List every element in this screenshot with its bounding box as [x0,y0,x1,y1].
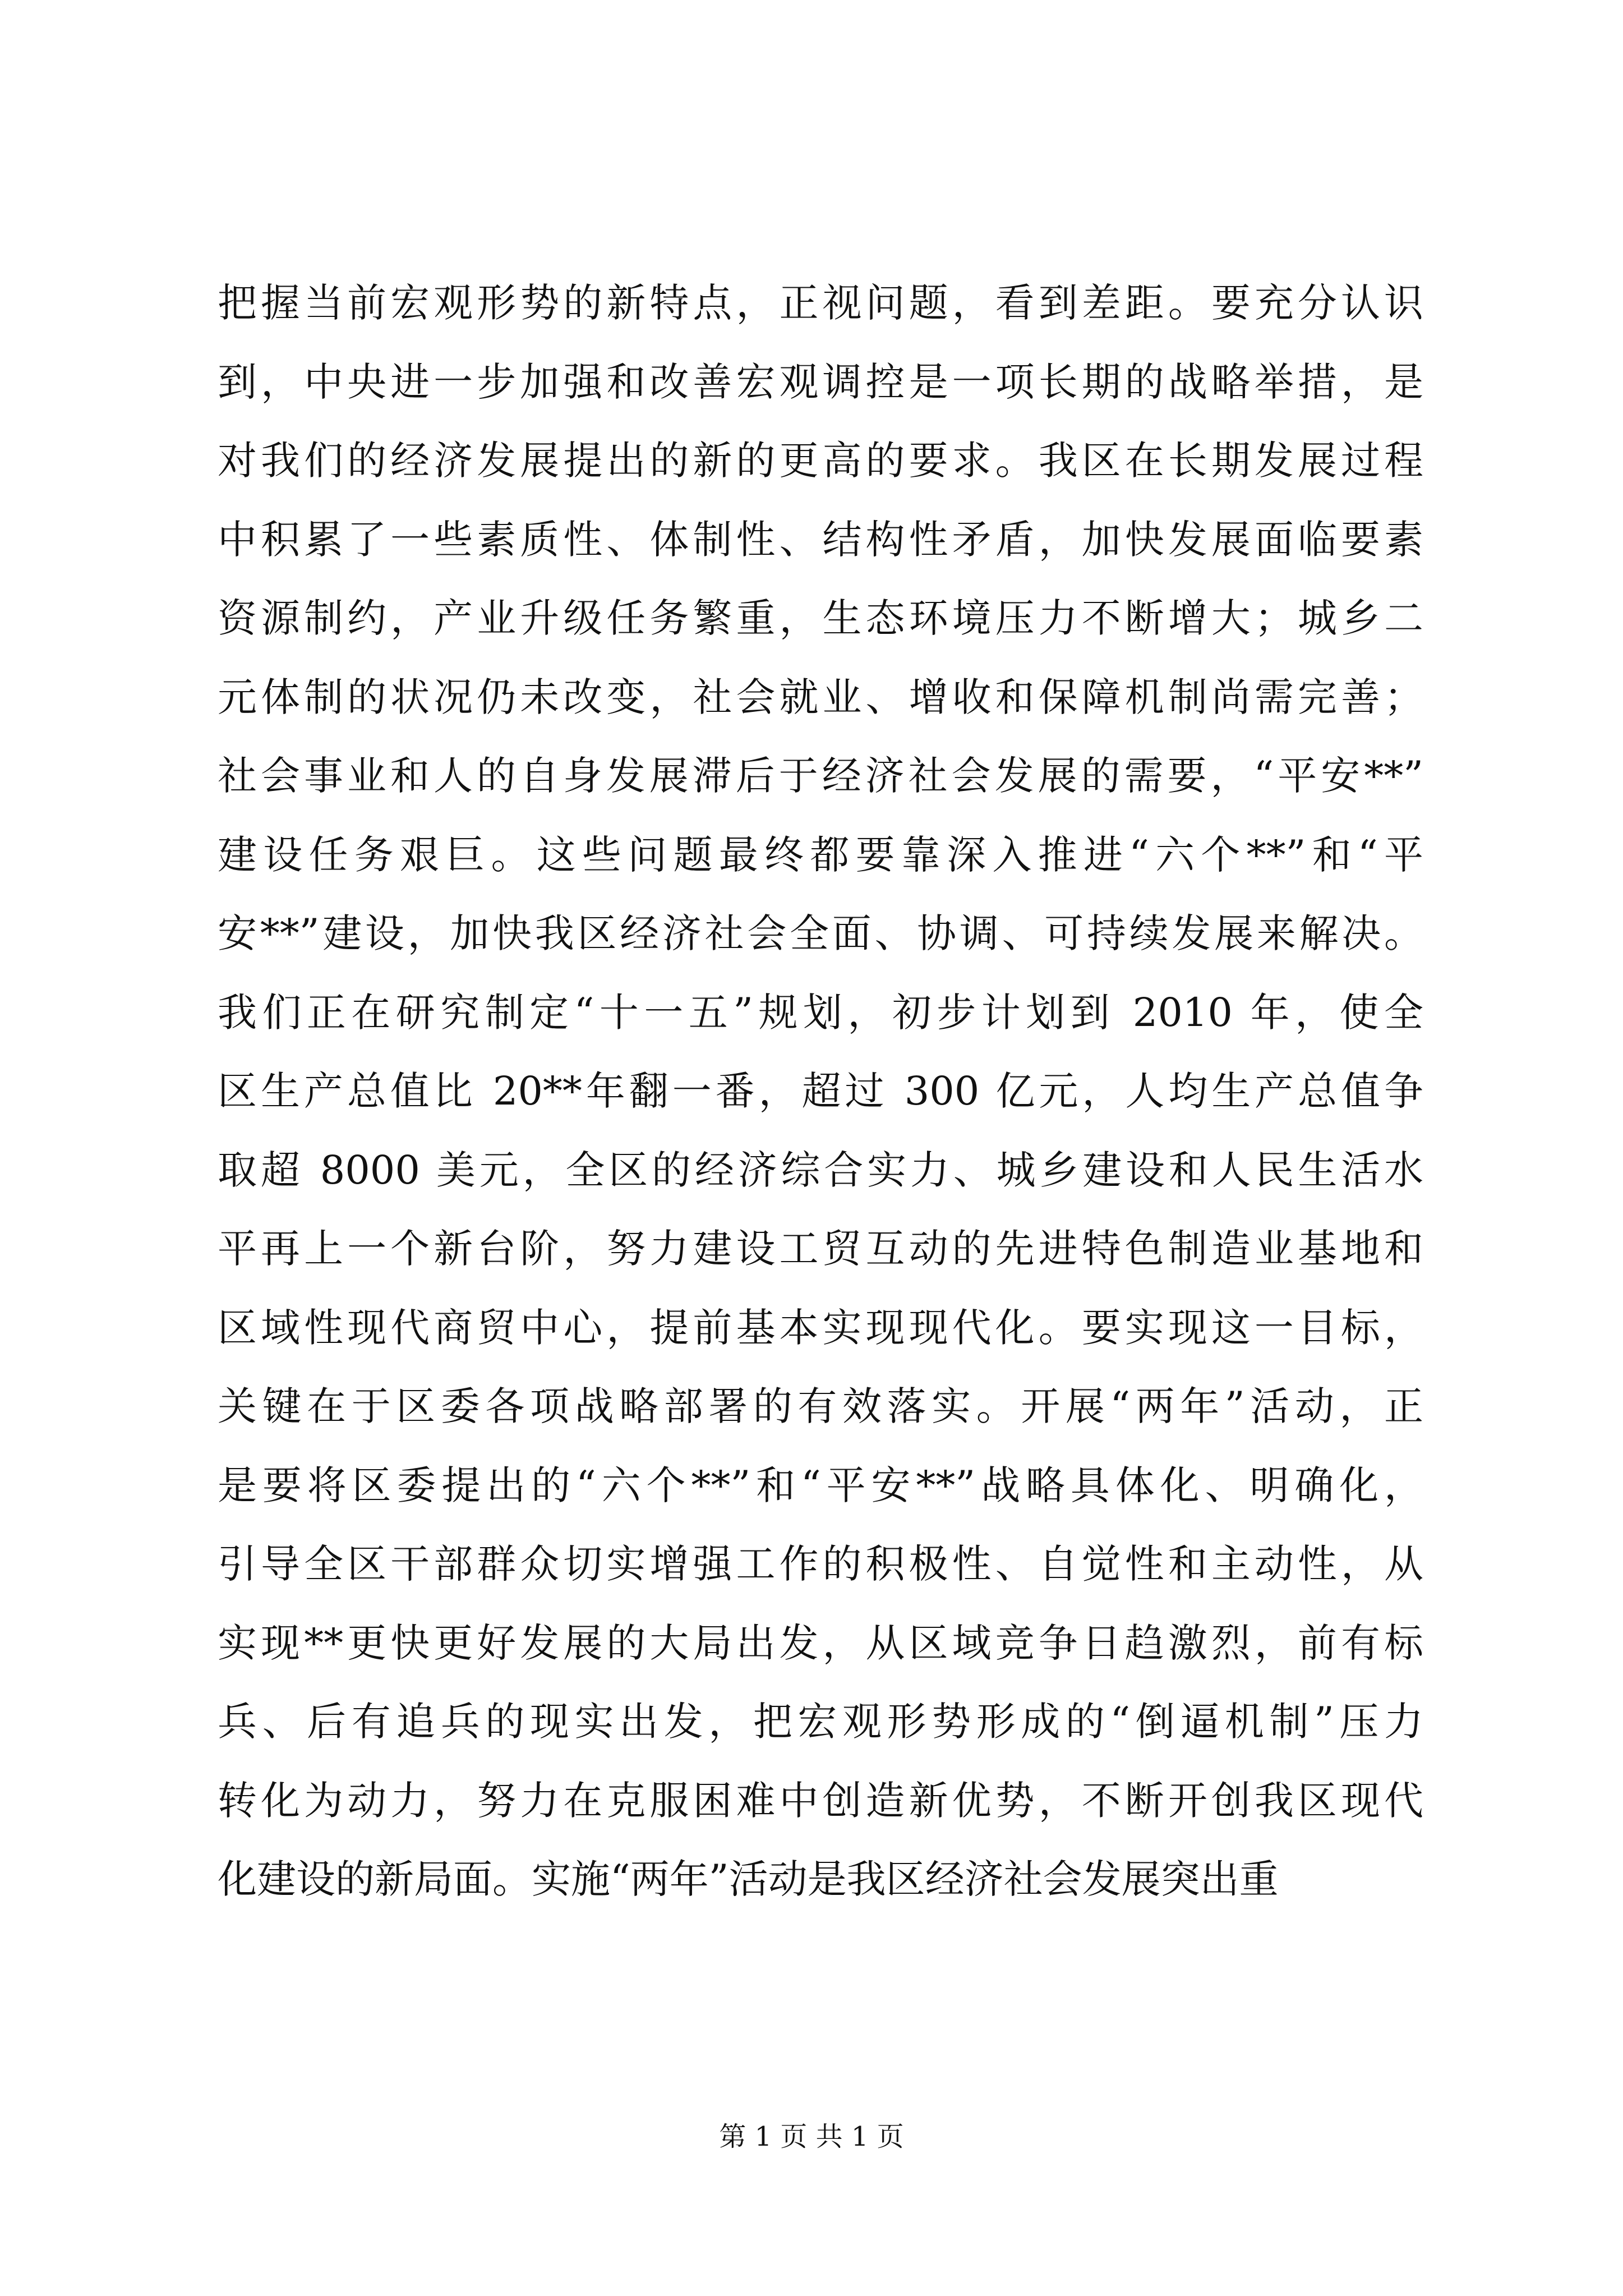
text-line: 中积累了一些素质性、体制性、结构性矛盾，加快发展面临要素 [218,516,1423,563]
text-line: 区生产总值比 20**年翻一番，超过 300 亿元，人均生产总值争 [218,1068,1423,1114]
text-line: 引导全区干部群众切实增强工作的积极性、自觉性和主动性，从 [218,1541,1423,1587]
text-line: 到，中央进一步加强和改善宏观调控是一项长期的战略举措，是 [218,358,1423,405]
text-line: 建设任务艰巨。这些问题最终都要靠深入推进“六个**”和“平 [218,831,1423,878]
text-line: 社会事业和人的自身发展滞后于经济社会发展的需要，“平安**” [218,753,1423,799]
body-text [218,264,1423,1919]
text-line: 取超 8000 美元，全区的经济综合实力、城乡建设和人民生活水 [218,1147,1423,1193]
text-line: 平再上一个新台阶，努力建设工贸互动的先进特色制造业基地和 [218,1226,1423,1272]
text-line: 安**”建设，加快我区经济社会全面、协调、可持续发展来解决。 [218,910,1423,956]
text-line: 资源制约，产业升级任务繁重，生态环境压力不断增大；城乡二 [218,595,1423,641]
text-line: 元体制的状况仍未改变，社会就业、增收和保障机制尚需完善； [218,674,1423,720]
text-line: 我们正在研究制定“十一五”规划，初步计划到 2010 年，使全 [218,989,1423,1036]
text-line: 实现**更快更好发展的大局出发，从区域竞争日趋激烈，前有标 [218,1619,1423,1666]
text-line: 关键在于区委各项战略部署的有效落实。开展“两年”活动，正 [218,1383,1423,1429]
text-line: 是要将区委提出的“六个**”和“平安**”战略具体化、明确化， [218,1462,1423,1508]
page-footer: 第 1 页 共 1 页 [719,2121,904,2152]
text-line: 化建设的新局面。实施“两年”活动是我区经济社会发展突出重 [218,1856,1279,1902]
text-line: 对我们的经济发展提出的新的更高的要求。我区在长期发展过程 [218,438,1423,484]
text-line: 兵、后有追兵的现实出发，把宏观形势形成的“倒逼机制”压力 [218,1699,1423,1745]
text-line: 转化为动力，努力在克服困难中创造新优势，不断开创我区现代 [218,1777,1423,1824]
text-line: 区域性现代商贸中心，提前基本实现现代化。要实现这一目标， [218,1304,1423,1351]
text-line: 把握当前宏观形势的新特点，正视问题，看到差距。要充分认识 [218,280,1423,326]
